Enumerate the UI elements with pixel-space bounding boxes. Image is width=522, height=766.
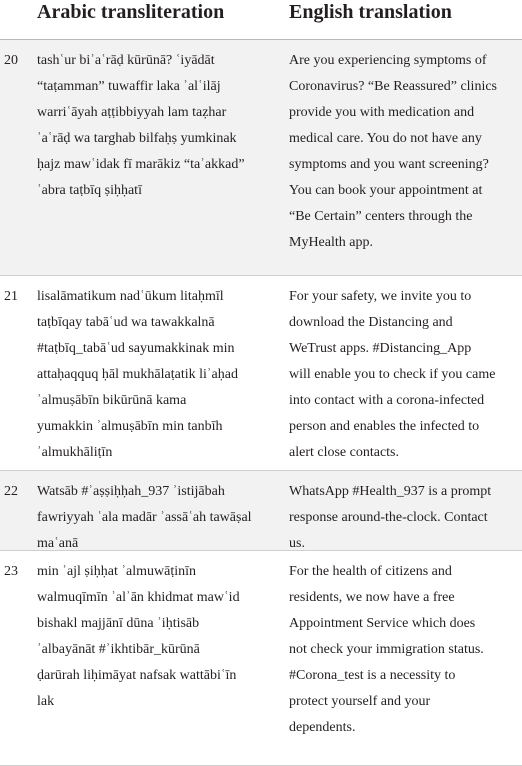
text-line: person and enables the infected to [289,419,480,434]
arabic-transliteration-cell [37,471,285,550]
text-line: ʾalmukhāliṭīn [37,445,113,460]
text-line: min ʾajl ṣiḥḥat ʾalmuwāṭinīn [37,564,197,579]
text-line: ḥajz mawʿidak fī marākiz “taʾakkad” [37,157,245,172]
text-line: dependents. [289,720,356,735]
text-line: protect yourself and your [289,694,431,709]
text-line: ʾalmuṣābīn bikūrūnā kama [37,393,187,408]
english-translation-cell [285,471,522,550]
english-translation-cell [285,40,522,275]
text-line: fawriyyah ʿala madār ʾassāʿah tawāṣal [37,510,252,525]
text-line: #Corona_test is a necessity to [289,668,456,683]
text-line: bishakl majjānī dūna ʾiḥtisāb [37,616,200,631]
text-line: WeTrust apps. #Distancing_App [289,341,472,356]
text-line: lak [37,694,55,709]
text-line: not check your immigration status. [289,642,484,657]
text-line: will enable you to check if you came [289,367,496,382]
text-line: WhatsApp #Health_937 is a prompt [289,484,492,499]
table-row [0,471,522,551]
text-line: “Be Certain” centers through the [289,209,473,224]
text-line: For your safety, we invite you to [289,289,472,304]
text-line: Watsāb #ʾaṣṣiḥḥah_937 ʾistijābah [37,484,225,499]
row-number: 23 [4,564,18,579]
text-line: Coronavirus? “Be Reassured” clinics [289,79,497,94]
text-line: us. [289,536,305,551]
text-line: medical care. You do not have any [289,131,482,146]
text-line: You can book your appointment at [289,183,483,198]
text-line: ḍarūrah liḥimāyat nafsak wattābiʿīn [37,668,237,683]
text-line: into contact with a corona-infected [289,393,485,408]
text-line: “taṭamman” tuwaffir laka ʾalʿilāj [37,79,221,94]
english-translation-cell [285,276,522,470]
header-arabic-transliteration: Arabic transliteration [37,1,225,23]
text-line: yumakkin ʾalmuṣābīn min tanbīh [37,419,223,434]
text-line: taṭbīqay tabāʿud wa tawakkalnā [37,315,215,330]
text-line: warriʿāyah aṭṭibbiyyah lam taẓhar [37,105,227,120]
text-line: For the health of citizens and [289,564,452,579]
text-line: ʾalbayānāt #ʾikhtibār_kūrūnā [37,642,200,657]
text-line: residents, we now have a free [289,590,455,605]
text-line: Appointment Service which does [289,616,476,631]
text-line: tashʿur biʾaʿrāḍ kūrūnā? ʿiyādāt [37,53,215,68]
text-line: Are you experiencing symptoms of [289,53,487,68]
text-line: maʿanā [37,536,79,551]
text-line: attaḥaqquq ḥāl mukhālaṭatik liʾaḥad [37,367,238,382]
row-number: 21 [4,289,18,304]
text-line: #taṭbīq_tabāʿud sayumakkinak min [37,341,235,356]
text-line: ʿabra taṭbīq ṣiḥḥatī [37,183,142,198]
arabic-transliteration-cell [37,40,285,275]
row-number: 22 [4,484,18,499]
header-number-cell [0,0,37,39]
table-row [0,40,522,276]
row-number: 20 [4,53,18,68]
arabic-transliteration-cell [37,551,285,765]
text-line: download the Distancing and [289,315,453,330]
text-line: alert close contacts. [289,445,400,460]
text-line: MyHealth app. [289,235,373,250]
arabic-transliteration-cell [37,276,285,470]
header-english-translation: English translation [289,1,452,23]
english-translation-cell [285,551,522,765]
text-line: walmuqīmīn ʾalʾān khidmat mawʿid [37,590,240,605]
text-line: symptoms and you want screening? [289,157,489,172]
table-header [0,0,522,40]
text-line: ʾaʿrāḍ wa targhab bilfaḥṣ yumkinak [37,131,237,146]
table-row [0,551,522,766]
text-line: response around-the-clock. Contact [289,510,488,525]
text-line: lisalāmatikum nadʿūkum litaḥmīl [37,289,224,304]
table-row [0,276,522,471]
text-line: provide you with medication and [289,105,475,120]
